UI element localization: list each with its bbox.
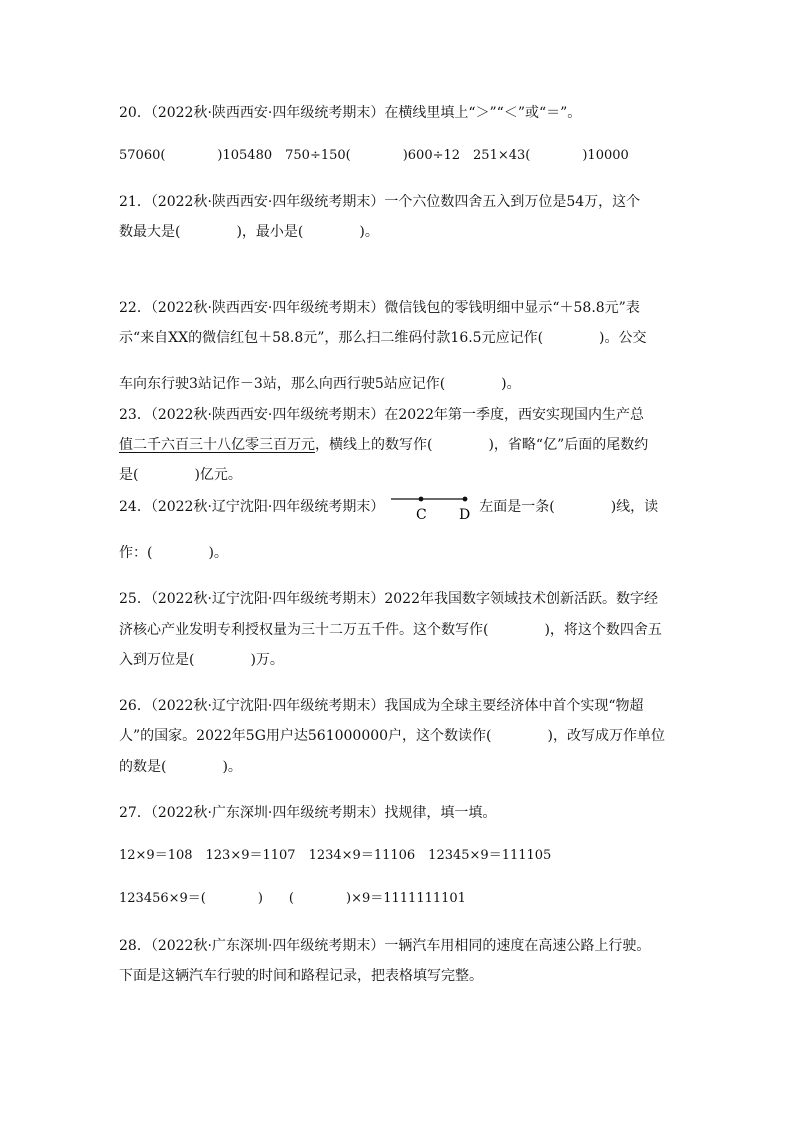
q21-line2: 数最大是( )，最小是( )。 (119, 224, 379, 240)
q22-line1: 22．（2022秋·陕西西安·四年级统考期末）微信钱包的零钱明细中显示“＋58.8元”表 (119, 300, 640, 316)
point-d-dot (462, 497, 467, 502)
q24-line1 (119, 492, 658, 522)
q26-line3: 的数是( )。 (119, 759, 242, 775)
point-c-label: C (415, 507, 427, 522)
q20-line1: 20．（2022秋·陕西西安·四年级统考期末）在横线里填上“＞”“＜”或“＝”。 (119, 105, 582, 121)
q26-line1: 26．（2022秋·辽宁沈阳·四年级统考期末）我国成为全球主要经济体中首个实现“物超 (119, 698, 644, 714)
q24-prefix: 24．（2022秋·辽宁沈阳·四年级统考期末） (119, 499, 385, 515)
q24-suffix: 左面是一条( )线，读 (479, 499, 659, 515)
q25-line2: 济核心产业发明专利授权量为三十二万五千件。这个数写作( )，将这个数四舍五 (119, 622, 662, 638)
q27-blanks: 123456×9＝( ) ( )×9＝1111111101 (119, 891, 466, 906)
q24-line2: 作：( )。 (119, 545, 228, 561)
q21-line1: 21．（2022秋·陕西西安·四年级统考期末）一个六位数四舍五入到万位是54万，这个 (119, 194, 641, 210)
q25-line1: 25．（2022秋·辽宁沈阳·四年级统考期末）2022年我国数字领域技术创新活跃。数字经 (119, 591, 658, 607)
q27-line1: 27．（2022秋·广东深圳·四年级统考期末）找规律，填一填。 (119, 805, 497, 821)
point-c-dot (418, 497, 423, 502)
q22-line3: 车向东行驶3站记作－3站，那么向西行驶5站应记作( )。 (119, 376, 521, 392)
q27-pattern: 12×9＝108 123×9＝1107 1234×9＝11106 12345×9＝111105 (119, 848, 552, 863)
q20-comparisons: 57060( )105480 750÷150( )600÷12 251×43( )10000 (119, 148, 629, 163)
point-d-label: D (458, 507, 471, 522)
q25-line3: 入到万位是( )万。 (119, 652, 284, 668)
q23-underlined-number: 值二千六百三十八亿零三百万元 (119, 437, 315, 453)
q28-line1: 28．（2022秋·广东深圳·四年级统考期末）一辆汽车用相同的速度在高速公路上行驶。 (119, 938, 651, 954)
q23-line2-rest: ，横线上的数写作( )，省略“亿”后面的尾数约 (315, 437, 649, 453)
q26-line2: 人”的国家。2022年5G用户达561000000户，这个数读作( )，改写成万作单位 (119, 728, 665, 744)
q23-line2 (119, 435, 648, 455)
line-segment-figure (389, 492, 475, 522)
q28-line2: 下面是这辆汽车行驶的时间和路程记录，把表格填写完整。 (119, 968, 483, 984)
q23-line3: 是( )亿元。 (119, 467, 242, 483)
q23-line1: 23．（2022秋·陕西西安·四年级统考期末）在2022年第一季度，西安实现国内生产总 (119, 407, 644, 423)
q22-line2: 示“来自XX的微信红包＋58.8元”，那么扫二维码付款16.5元应记作( )。公交 (119, 330, 647, 346)
